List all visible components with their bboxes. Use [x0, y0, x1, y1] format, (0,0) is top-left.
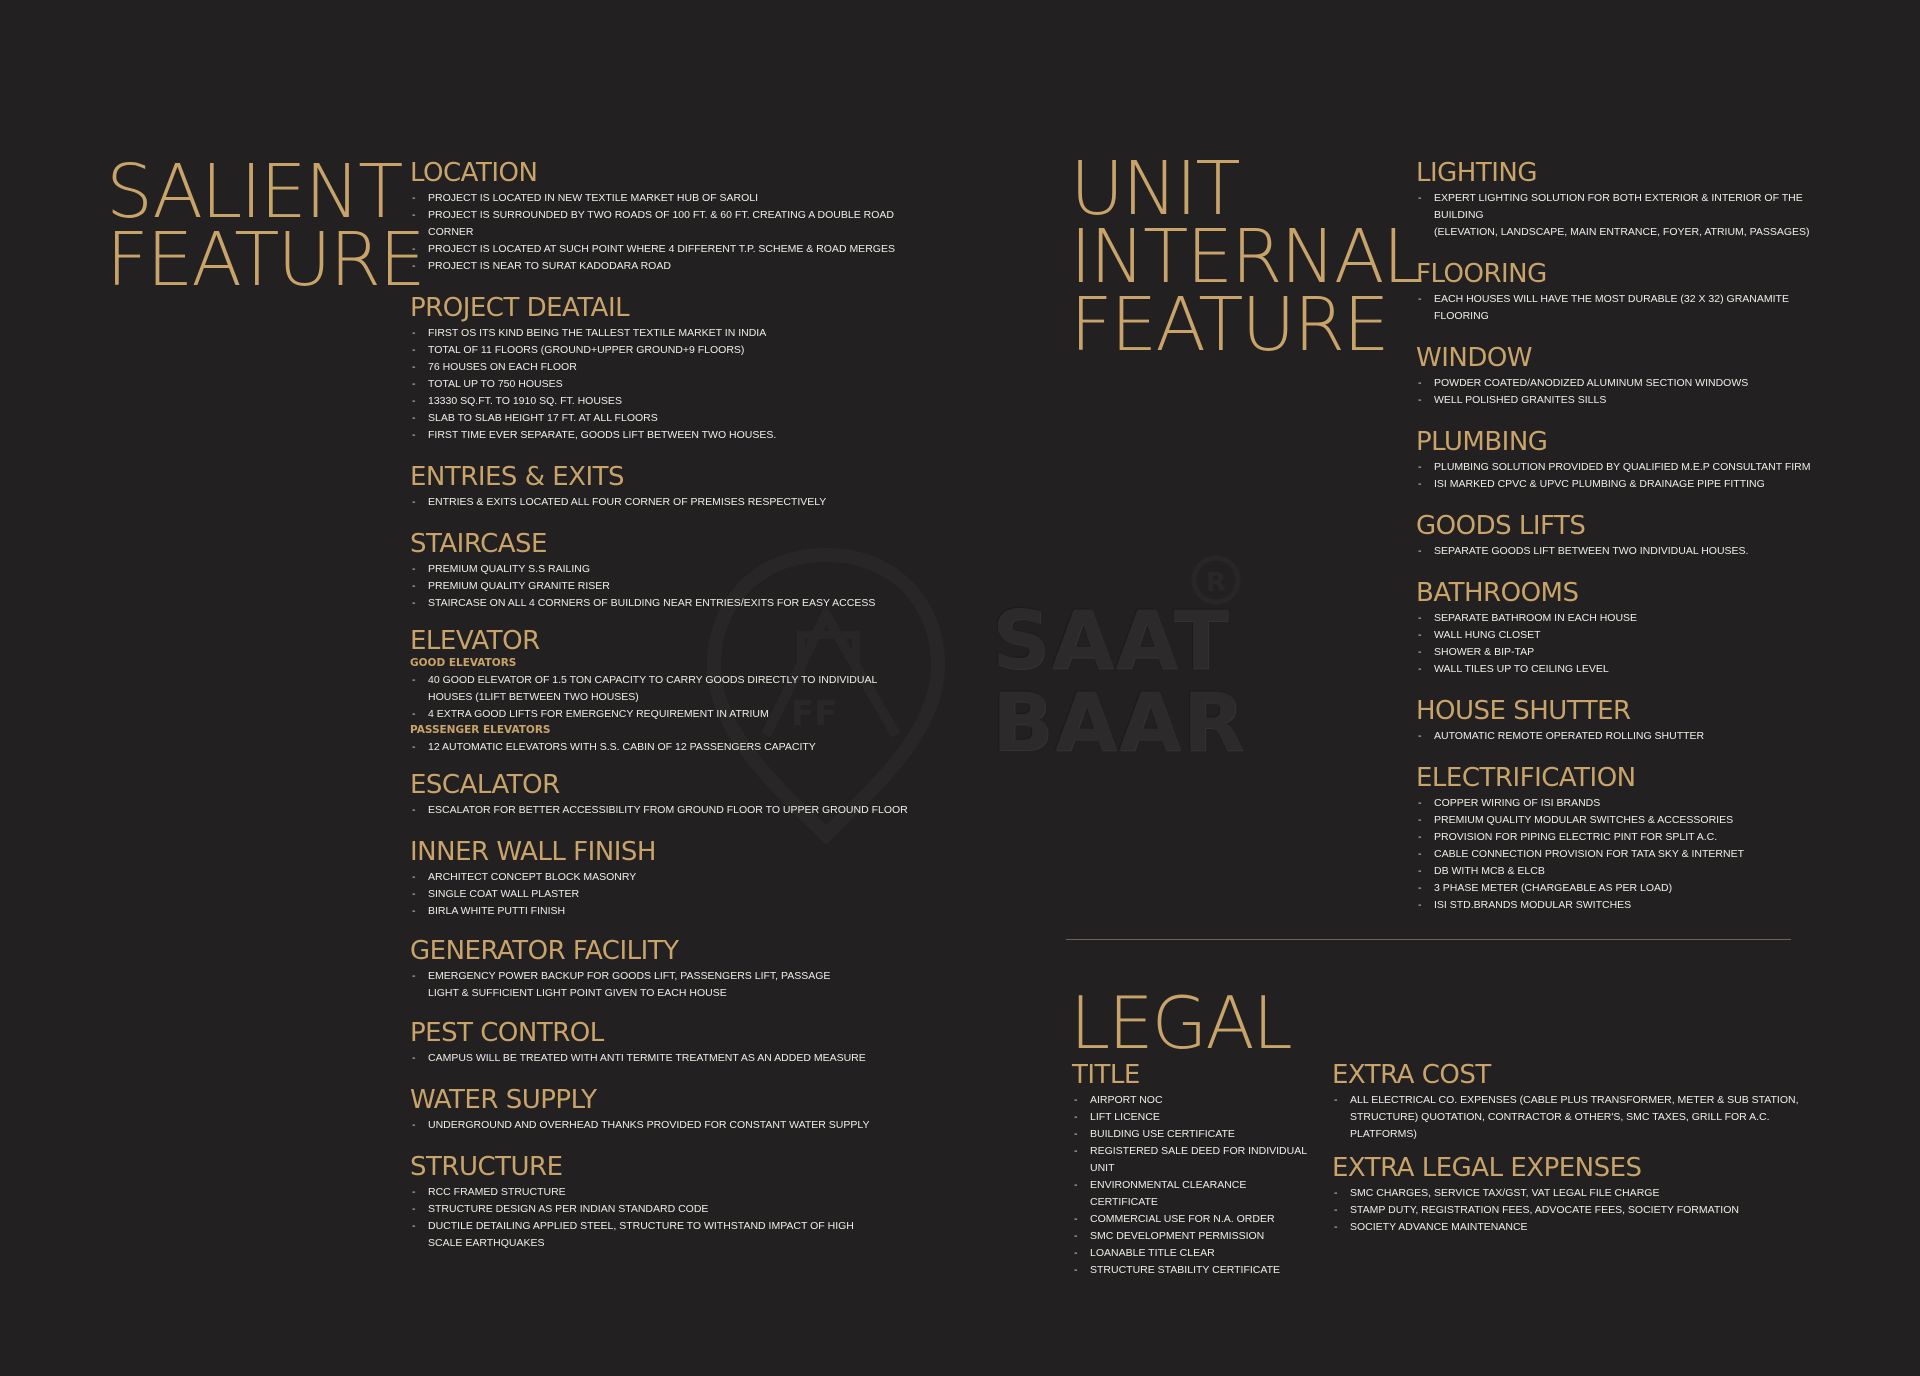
section-title: ESCALATOR: [410, 770, 560, 800]
list-item: - SINGLE COAT WALL PLASTER: [410, 886, 930, 903]
list-item: - AUTOMATIC REMOTE OPERATED ROLLING SHUTTER: [1416, 728, 1816, 745]
list-item: - PREMIUM QUALITY GRANITE RISER: [410, 578, 930, 595]
list-item: - PLUMBING SOLUTION PROVIDED BY QUALIFIED M.E.P CONSULTANT FIRM: [1416, 459, 1816, 476]
section-title: INNER WALL FINISH: [410, 837, 656, 867]
section-entries-exits: [410, 462, 930, 511]
list-item: - 13330 SQ.FT. TO 1910 SQ. FT. HOUSES: [410, 393, 930, 410]
list-item: - PROJECT IS SURROUNDED BY TWO ROADS OF 100 FT. & 60 FT. CREATING A DOUBLE ROAD CORNER: [410, 207, 930, 241]
section-title: PLUMBING: [1416, 427, 1548, 457]
list-item: - PROJECT IS LOCATED IN NEW TEXTILE MARKET HUB OF SAROLI: [410, 190, 930, 207]
section-lighting: [1416, 158, 1816, 241]
list-item: - SLAB TO SLAB HEIGHT 17 FT. AT ALL FLOORS: [410, 410, 930, 427]
list-item: - CAMPUS WILL BE TREATED WITH ANTI TERMITE TREATMENT AS AN ADDED MEASURE: [410, 1050, 930, 1067]
list-item: - FIRST TIME EVER SEPARATE, GOODS LIFT BETWEEN TWO HOUSES.: [410, 427, 930, 444]
list-item: - ISI MARKED CPVC & UPVC PLUMBING & DRAINAGE PIPE FITTING: [1416, 476, 1816, 493]
section-title: PROJECT DEATAIL: [410, 293, 630, 323]
list-item: - 40 GOOD ELEVATOR OF 1.5 TON CAPACITY TO CARRY GOODS DIRECTLY TO INDIVIDUAL HOUSES (1LIFT BETWEEN TWO HOUSES): [410, 672, 930, 706]
section-flooring: [1416, 259, 1816, 325]
section-title: ELEVATOR: [410, 626, 540, 656]
section-bathrooms: [1416, 578, 1816, 678]
unit-internal-feature-heading: [1070, 146, 1422, 369]
watermark-brand-name: [992, 594, 1247, 769]
section-title: ELECTRIFICATION: [1416, 763, 1636, 793]
list-item: - DUCTILE DETAILING APPLIED STEEL, STRUCTURE TO WITHSTAND IMPACT OF HIGH SCALE EARTHQUAKES: [410, 1218, 930, 1252]
section-title: GENERATOR FACILITY: [410, 936, 679, 966]
list-item: - SMC CHARGES, SERVICE TAX/GST, VAT LEGAL FILE CHARGE: [1332, 1185, 1802, 1202]
list-item: - TOTAL UP TO 750 HOUSES: [410, 376, 930, 393]
section-water-supply: [410, 1085, 930, 1134]
section-title: STAIRCASE: [410, 529, 547, 559]
unit-heading-line3: FEATURE: [1070, 282, 1388, 369]
list-item: - CABLE CONNECTION PROVISION FOR TATA SKY & INTERNET: [1416, 846, 1816, 863]
section-title: ENTRIES & EXITS: [410, 462, 625, 492]
legal-extras: [1332, 1060, 1802, 1236]
list-item: - PROVISION FOR PIPING ELECTRIC PINT FOR SPLIT A.C.: [1416, 829, 1816, 846]
list-item: - COMMERCIAL USE FOR N.A. ORDER: [1072, 1211, 1312, 1228]
legal-heading: LEGAL: [1070, 981, 1291, 1065]
list-item: - BIRLA WHITE PUTTI FINISH: [410, 903, 930, 920]
section-divider: [1066, 939, 1791, 940]
list-item: - TOTAL OF 11 FLOORS (GROUND+UPPER GROUND+9 FLOORS): [410, 342, 930, 359]
list-item: - STAIRCASE ON ALL 4 CORNERS OF BUILDING NEAR ENTRIES/EXITS FOR EASY ACCESS: [410, 595, 930, 612]
list-item: - 4 EXTRA GOOD LIFTS FOR EMERGENCY REQUIREMENT IN ATRIUM: [410, 706, 930, 723]
section-title: FLOORING: [1416, 259, 1547, 289]
watermark-line1: SAAT: [992, 594, 1230, 687]
section-title: EXTRA COST: [1332, 1060, 1491, 1090]
section-pest-control: [410, 1018, 930, 1067]
list-item: - REGISTERED SALE DEED FOR INDIVIDUAL UNIT: [1072, 1143, 1312, 1177]
list-item: - ALL ELECTRICAL CO. EXPENSES (CABLE PLUS TRANSFORMER, METER & SUB STATION, STRUCTURE) QUOTATION, CONTRACTOR & OTHER'S, SMC TAXES, GRILL FOR A.C. PLATFORMS): [1332, 1092, 1802, 1143]
list-item: - ARCHITECT CONCEPT BLOCK MASONRY: [410, 869, 930, 886]
section-extra-cost: [1332, 1060, 1802, 1143]
section-title: BATHROOMS: [1416, 578, 1579, 608]
list-item: - PROJECT IS NEAR TO SURAT KADODARA ROAD: [410, 258, 930, 275]
subsection-title: PASSENGER ELEVATORS: [410, 724, 551, 736]
section-extra-legal-expenses: [1332, 1153, 1802, 1236]
section-location: [410, 158, 930, 275]
section-electrification: [1416, 763, 1816, 914]
section-title: WATER SUPPLY: [410, 1085, 597, 1115]
unit-sections: [1416, 158, 1816, 914]
section-title: GOODS LIFTS: [1416, 511, 1586, 541]
list-item: - RCC FRAMED STRUCTURE: [410, 1184, 930, 1201]
list-item: - SEPARATE GOODS LIFT BETWEEN TWO INDIVIDUAL HOUSES.: [1416, 543, 1816, 560]
list-item: - STRUCTURE DESIGN AS PER INDIAN STANDARD CODE: [410, 1201, 930, 1218]
list-item: - SOCIETY ADVANCE MAINTENANCE: [1332, 1219, 1802, 1236]
list-item: - ESCALATOR FOR BETTER ACCESSIBILITY FROM GROUND FLOOR TO UPPER GROUND FLOOR: [410, 802, 930, 819]
section-title: STRUCTURE: [410, 1152, 563, 1182]
section-title: HOUSE SHUTTER: [1416, 696, 1631, 726]
list-item: - EMERGENCY POWER BACKUP FOR GOODS LIFT, PASSENGERS LIFT, PASSAGE LIGHT & SUFFICIENT LIGHT POINT GIVEN TO EACH HOUSE: [410, 968, 930, 1002]
list-item: - UNDERGROUND AND OVERHEAD THANKS PROVIDED FOR CONSTANT WATER SUPPLY: [410, 1117, 930, 1134]
list-item: - PREMIUM QUALITY S.S RAILING: [410, 561, 930, 578]
list-item: - 12 AUTOMATIC ELEVATORS WITH S.S. CABIN OF 12 PASSENGERS CAPACITY: [410, 739, 930, 756]
list-item: - SHOWER & BIP-TAP: [1416, 644, 1816, 661]
section-structure: [410, 1152, 930, 1252]
list-item: - LIFT LICENCE: [1072, 1109, 1312, 1126]
list-item: - 3 PHASE METER (CHARGEABLE AS PER LOAD): [1416, 880, 1816, 897]
salient-feature-heading: [106, 149, 424, 304]
section-house-shutter: [1416, 696, 1816, 745]
list-item: - ENTRIES & EXITS LOCATED ALL FOUR CORNER OF PREMISES RESPECTIVELY: [410, 494, 930, 511]
salient-heading-line1: SALIENT: [106, 149, 402, 235]
section-window: [1416, 343, 1816, 409]
list-item: - PREMIUM QUALITY MODULAR SWITCHES & ACCESSORIES: [1416, 812, 1816, 829]
list-item: - ISI STD.BRANDS MODULAR SWITCHES: [1416, 897, 1816, 914]
watermark-registered-mark: R: [1206, 568, 1227, 598]
section-title: LIGHTING: [1416, 158, 1537, 188]
list-item: - SEPARATE BATHROOM IN EACH HOUSE: [1416, 610, 1816, 627]
list-item: - EACH HOUSES WILL HAVE THE MOST DURABLE (32 X 32) GRANAMITE FLOORING: [1416, 291, 1816, 325]
unit-heading-line2: INTERNAL: [1070, 214, 1422, 301]
list-item: - POWDER COATED/ANODIZED ALUMINUM SECTION WINDOWS: [1416, 375, 1816, 392]
section-title: TITLE: [1072, 1060, 1140, 1090]
section-project-detail: [410, 293, 930, 444]
list-item: - PROJECT IS LOCATED AT SUCH POINT WHERE 4 DIFFERENT T.P. SCHEME & ROAD MERGES: [410, 241, 930, 258]
section-inner-wall-finish: [410, 837, 930, 920]
section-title: EXTRA LEGAL EXPENSES: [1332, 1153, 1642, 1183]
section-plumbing: [1416, 427, 1816, 493]
watermark-line2: BAAR: [992, 676, 1247, 769]
subsection-title: GOOD ELEVATORS: [410, 657, 517, 669]
list-item: - WELL POLISHED GRANITES SILLS: [1416, 392, 1816, 409]
list-item: - COPPER WIRING OF ISI BRANDS: [1416, 795, 1816, 812]
section-title: PEST CONTROL: [410, 1018, 604, 1048]
salient-heading-line2: FEATURE: [106, 217, 424, 304]
list-item: - DB WITH MCB & ELCB: [1416, 863, 1816, 880]
list-item: - WALL TILES UP TO CEILING LEVEL: [1416, 661, 1816, 678]
salient-sections: [410, 158, 930, 1252]
list-item: - WALL HUNG CLOSET: [1416, 627, 1816, 644]
list-item: - 76 HOUSES ON EACH FLOOR: [410, 359, 930, 376]
list-item: - EXPERT LIGHTING SOLUTION FOR BOTH EXTERIOR & INTERIOR OF THE BUILDING (ELEVATION, LANDSCAPE, MAIN ENTRANCE, FOYER, ATRIUM, PASSAGES): [1416, 190, 1816, 241]
section-title: WINDOW: [1416, 343, 1533, 373]
list-item: - AIRPORT NOC: [1072, 1092, 1312, 1109]
list-item: - STAMP DUTY, REGISTRATION FEES, ADVOCATE FEES, SOCIETY FORMATION: [1332, 1202, 1802, 1219]
list-item: - ENVIRONMENTAL CLEARANCE CERTIFICATE: [1072, 1177, 1312, 1211]
section-generator-facility: [410, 936, 930, 1002]
list-item: - LOANABLE TITLE CLEAR: [1072, 1245, 1312, 1262]
section-elevator: [410, 626, 930, 756]
section-title: LOCATION: [410, 158, 538, 188]
list-item: - BUILDING USE CERTIFICATE: [1072, 1126, 1312, 1143]
list-item: - FIRST OS ITS KIND BEING THE TALLEST TEXTILE MARKET IN INDIA: [410, 325, 930, 342]
list-item: - SMC DEVELOPMENT PERMISSION: [1072, 1228, 1312, 1245]
watermark-monogram: FF: [791, 694, 838, 734]
section-staircase: [410, 529, 930, 612]
section-escalator: [410, 770, 930, 819]
list-item: - STRUCTURE STABILITY CERTIFICATE: [1072, 1262, 1312, 1279]
section-goods-lifts: [1416, 511, 1816, 560]
unit-heading-line1: UNIT: [1070, 146, 1239, 232]
legal-title-section: [1072, 1060, 1312, 1279]
